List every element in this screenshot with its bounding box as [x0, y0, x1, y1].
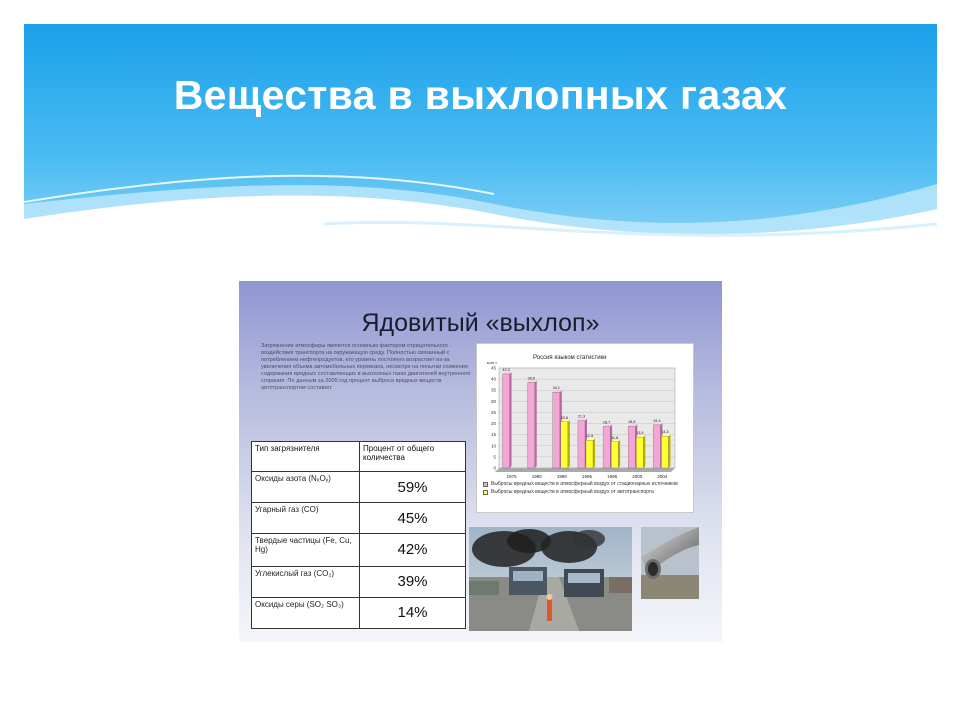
chart-floor: [493, 465, 675, 472]
bar: [561, 422, 568, 468]
table-header-row: [252, 442, 466, 472]
pollutant-percent: 59%: [360, 472, 466, 503]
bar: [628, 426, 635, 468]
legend-item: [483, 481, 693, 487]
y-tick-label: 30: [490, 398, 496, 404]
bar-value-label: 20,8: [560, 415, 569, 420]
wave-banner-background: [24, 24, 937, 270]
bar-side: [510, 372, 512, 468]
pollutant-type: Оксиды азота (NₓOᵧ): [252, 472, 360, 503]
pollutant-percent: 14%: [360, 597, 466, 628]
legend-item: [483, 489, 693, 495]
bar-value-label: 18,7: [602, 420, 611, 425]
bar: [653, 425, 660, 468]
bar: [503, 374, 510, 468]
x-tick-label: 1990: [556, 474, 567, 479]
legend-swatch-transport: [483, 490, 488, 495]
x-tick-label: 2000: [632, 474, 643, 479]
bar: [661, 436, 668, 468]
slide-title: Вещества в выхлопных газах: [173, 72, 788, 118]
pollutant-type: Твердые частицы (Fe, Cu, Hg): [252, 534, 360, 567]
chart-title: Россия языком статистики: [533, 355, 607, 361]
y-tick-label: 20: [490, 421, 496, 427]
pollutant-table: [251, 441, 466, 629]
x-tick-label: 1996: [607, 474, 618, 479]
legend-label: Выбросы вредных веществ в атмосферный воздух от стационарных источников: [491, 481, 678, 487]
bar-value-label: 13,9: [636, 431, 644, 436]
smoking-trucks-photo: [469, 527, 632, 631]
column-header-type: Тип загрязнителя: [252, 442, 360, 472]
bar: [636, 437, 643, 468]
bar-side: [668, 434, 670, 468]
statistics-chart: [476, 343, 694, 513]
bar-value-label: 18,8: [628, 420, 636, 425]
x-tick-label: 1975: [506, 474, 517, 479]
table-row: [252, 566, 466, 597]
intro-paragraph: Загрязнение атмосферы является основным фактором отрицательного воздействия транспорта на окружающую среду. Полностью связанный с потреблением нефтепродуктов, его уровень постоянно возрастает из-за увеличения объема автомобильных перевозок, несмотря на попытки снижения содержания вредных составляющих в выхлопных газах двигателей внутреннего сгорания. По данным за 2005 год процент выброса вредных веществ автотранспортом составил:: [261, 343, 471, 391]
x-tick-label: 1980: [531, 474, 542, 479]
legend-swatch-stationary: [483, 482, 488, 487]
pollutant-percent: 45%: [360, 503, 466, 534]
bar-value-label: 21,3: [577, 414, 586, 419]
x-tick-label: 2004: [657, 474, 668, 479]
bar-value-label: 34,1: [552, 386, 561, 391]
bar-value-label: 42,3: [502, 368, 510, 372]
bar-side: [643, 435, 645, 468]
table-row: [252, 503, 466, 534]
y-tick-label: 35: [490, 387, 496, 393]
y-tick-label: 0: [493, 465, 496, 471]
bar: [611, 442, 618, 468]
bar: [603, 426, 610, 468]
bar: [553, 392, 560, 468]
y-tick-label: 45: [490, 365, 496, 371]
bar-side: [593, 438, 595, 468]
bar: [578, 421, 585, 468]
y-tick-label: 15: [490, 432, 496, 438]
legend-label: Выбросы вредных веществ в атмосферный воздух от автотранспорта: [491, 489, 654, 495]
y-tick-label: 5: [493, 454, 496, 460]
bar-side: [535, 380, 537, 468]
column-header-percent: Процент от общего количества: [360, 442, 466, 472]
bar-side: [568, 420, 570, 468]
x-tick-label: 1995: [581, 474, 593, 479]
chart-legend: [483, 481, 693, 497]
table-row: [252, 472, 466, 503]
embedded-slide-image: [239, 281, 722, 642]
bar-value-label: 12,5: [585, 434, 594, 439]
pollutant-percent: 39%: [360, 566, 466, 597]
bar-side: [618, 440, 620, 468]
header-banner: [24, 24, 937, 270]
pollutant-type: Оксиды серы (SO₂ SO₃): [252, 597, 360, 628]
table-row: [252, 597, 466, 628]
pollutant-percent: 42%: [360, 534, 466, 567]
pollutant-type: Угарный газ (CO): [252, 503, 360, 534]
y-tick-label: 25: [490, 409, 496, 415]
bar: [586, 440, 593, 468]
bar: [528, 382, 535, 468]
y-tick-label: 40: [490, 376, 496, 382]
embedded-slide-title: Ядовитый «выхлоп»: [361, 309, 600, 337]
y-tick-label: 10: [490, 443, 496, 449]
bar-value-label: 38,5: [527, 376, 535, 381]
pollutant-type: Углекислый газ (CO₂): [252, 566, 360, 597]
y-axis-unit: млн т: [486, 360, 497, 365]
bar-value-label: 11,8: [611, 435, 619, 440]
bar-value-label: 19,4: [653, 418, 661, 423]
table-row: [252, 534, 466, 567]
pipe-emission-photo: [641, 527, 699, 599]
bar-value-label: 14,3: [661, 430, 669, 435]
